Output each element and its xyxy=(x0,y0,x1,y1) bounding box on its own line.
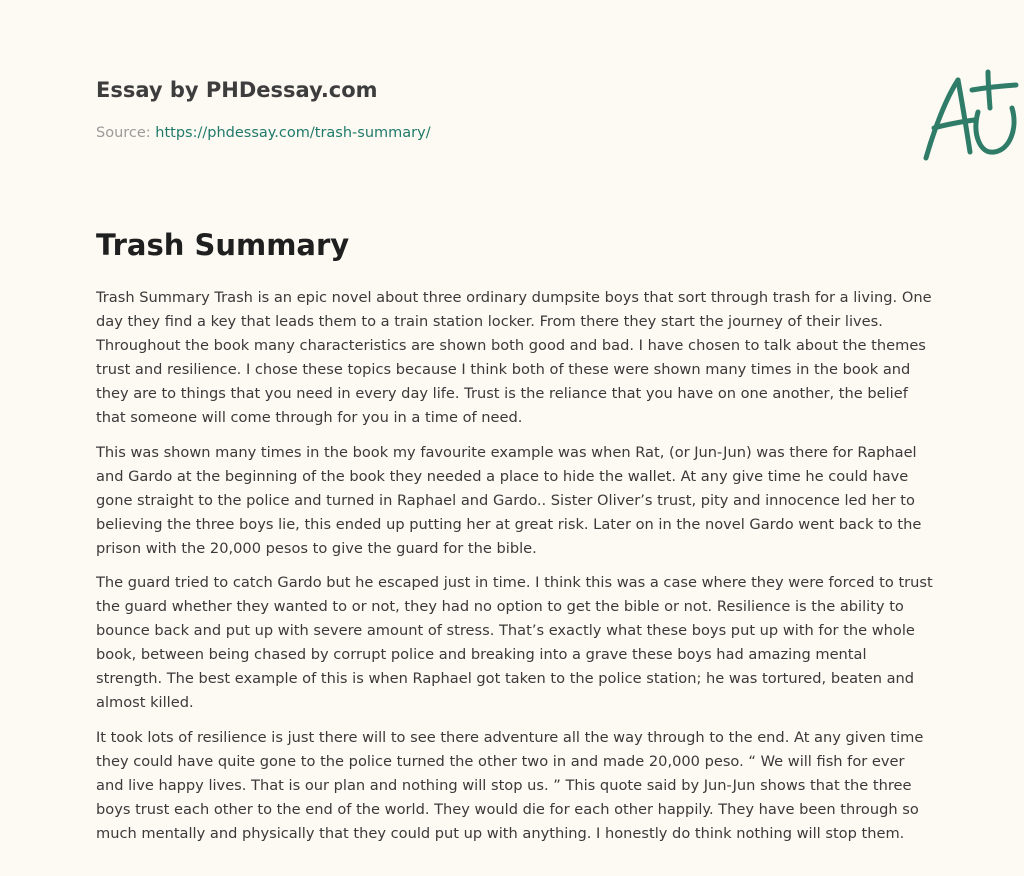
source-line xyxy=(96,123,431,143)
essay-paragraph: Trash Summary Trash is an epic novel about three ordinary dumpsite boys that sort through trash for a living. One day they find a key that leads them to a train station locker. From there they start the journey of their lives. Throughout the book many characteristics are shown both good and bad. I have chosen to talk about the themes trust and resilience. I chose these topics because I think both of these were shown many times in the book and they are to things that you need in every day life. Trust is the reliance that you have on one another, the belief that someone will come through for you in a time of need. xyxy=(96,289,932,426)
a-plus-logo-icon xyxy=(918,68,1024,164)
essay-paragraph: It took lots of resilience is just there will to see there adventure all the way through to the end. At any given time they could have quite gone to the police turned the other two in and made 20,000 peso. “ We will fish for ever and live happy lives. That is our plan and nothing will stop us. ” This quote said by Jun-Jun shows that the three boys trust each other to the end of the world. They would die for each other happily. They have been through so much mentally and physically that they could put up with anything. I honestly do think nothing will stop them. xyxy=(96,728,924,842)
source-label: Source: xyxy=(96,125,151,141)
source-link[interactable]: https://phdessay.com/trash-summary/ xyxy=(155,125,431,141)
site-title: Essay by PHDessay.com xyxy=(96,78,378,102)
essay-body xyxy=(96,286,936,856)
essay-title: Trash Summary xyxy=(96,228,350,262)
essay-paragraph: This was shown many times in the book my favourite example was when Rat, (or Jun-Jun) was there for Raphael and Gardo at the beginning of the book they needed a place to hide the wallet. At any give time he could have gone straight to the police and turned in Raphael and Gardo.. Sister Oliver’s trust, pity and innocence led her to believing the three boys lie, this ended up putting her at great risk. Later on in the novel Gardo went back to the prison with the 20,000 pesos to give the guard for the bible. xyxy=(96,443,922,557)
essay-paragraph: The guard tried to catch Gardo but he escaped just in time. I think this was a case where they were forced to trust the guard whether they wanted to or not, they had no option to get the bible or not. Resilience is the ability to bounce back and put up with severe amount of stress. That’s exactly what these boys put up with for the whole book, between being chased by corrupt police and breaking into a grave these boys had amazing mental strength. The best example of this is when Raphael got taken to the police station; he was tortured, beaten and almost killed. xyxy=(96,574,933,711)
